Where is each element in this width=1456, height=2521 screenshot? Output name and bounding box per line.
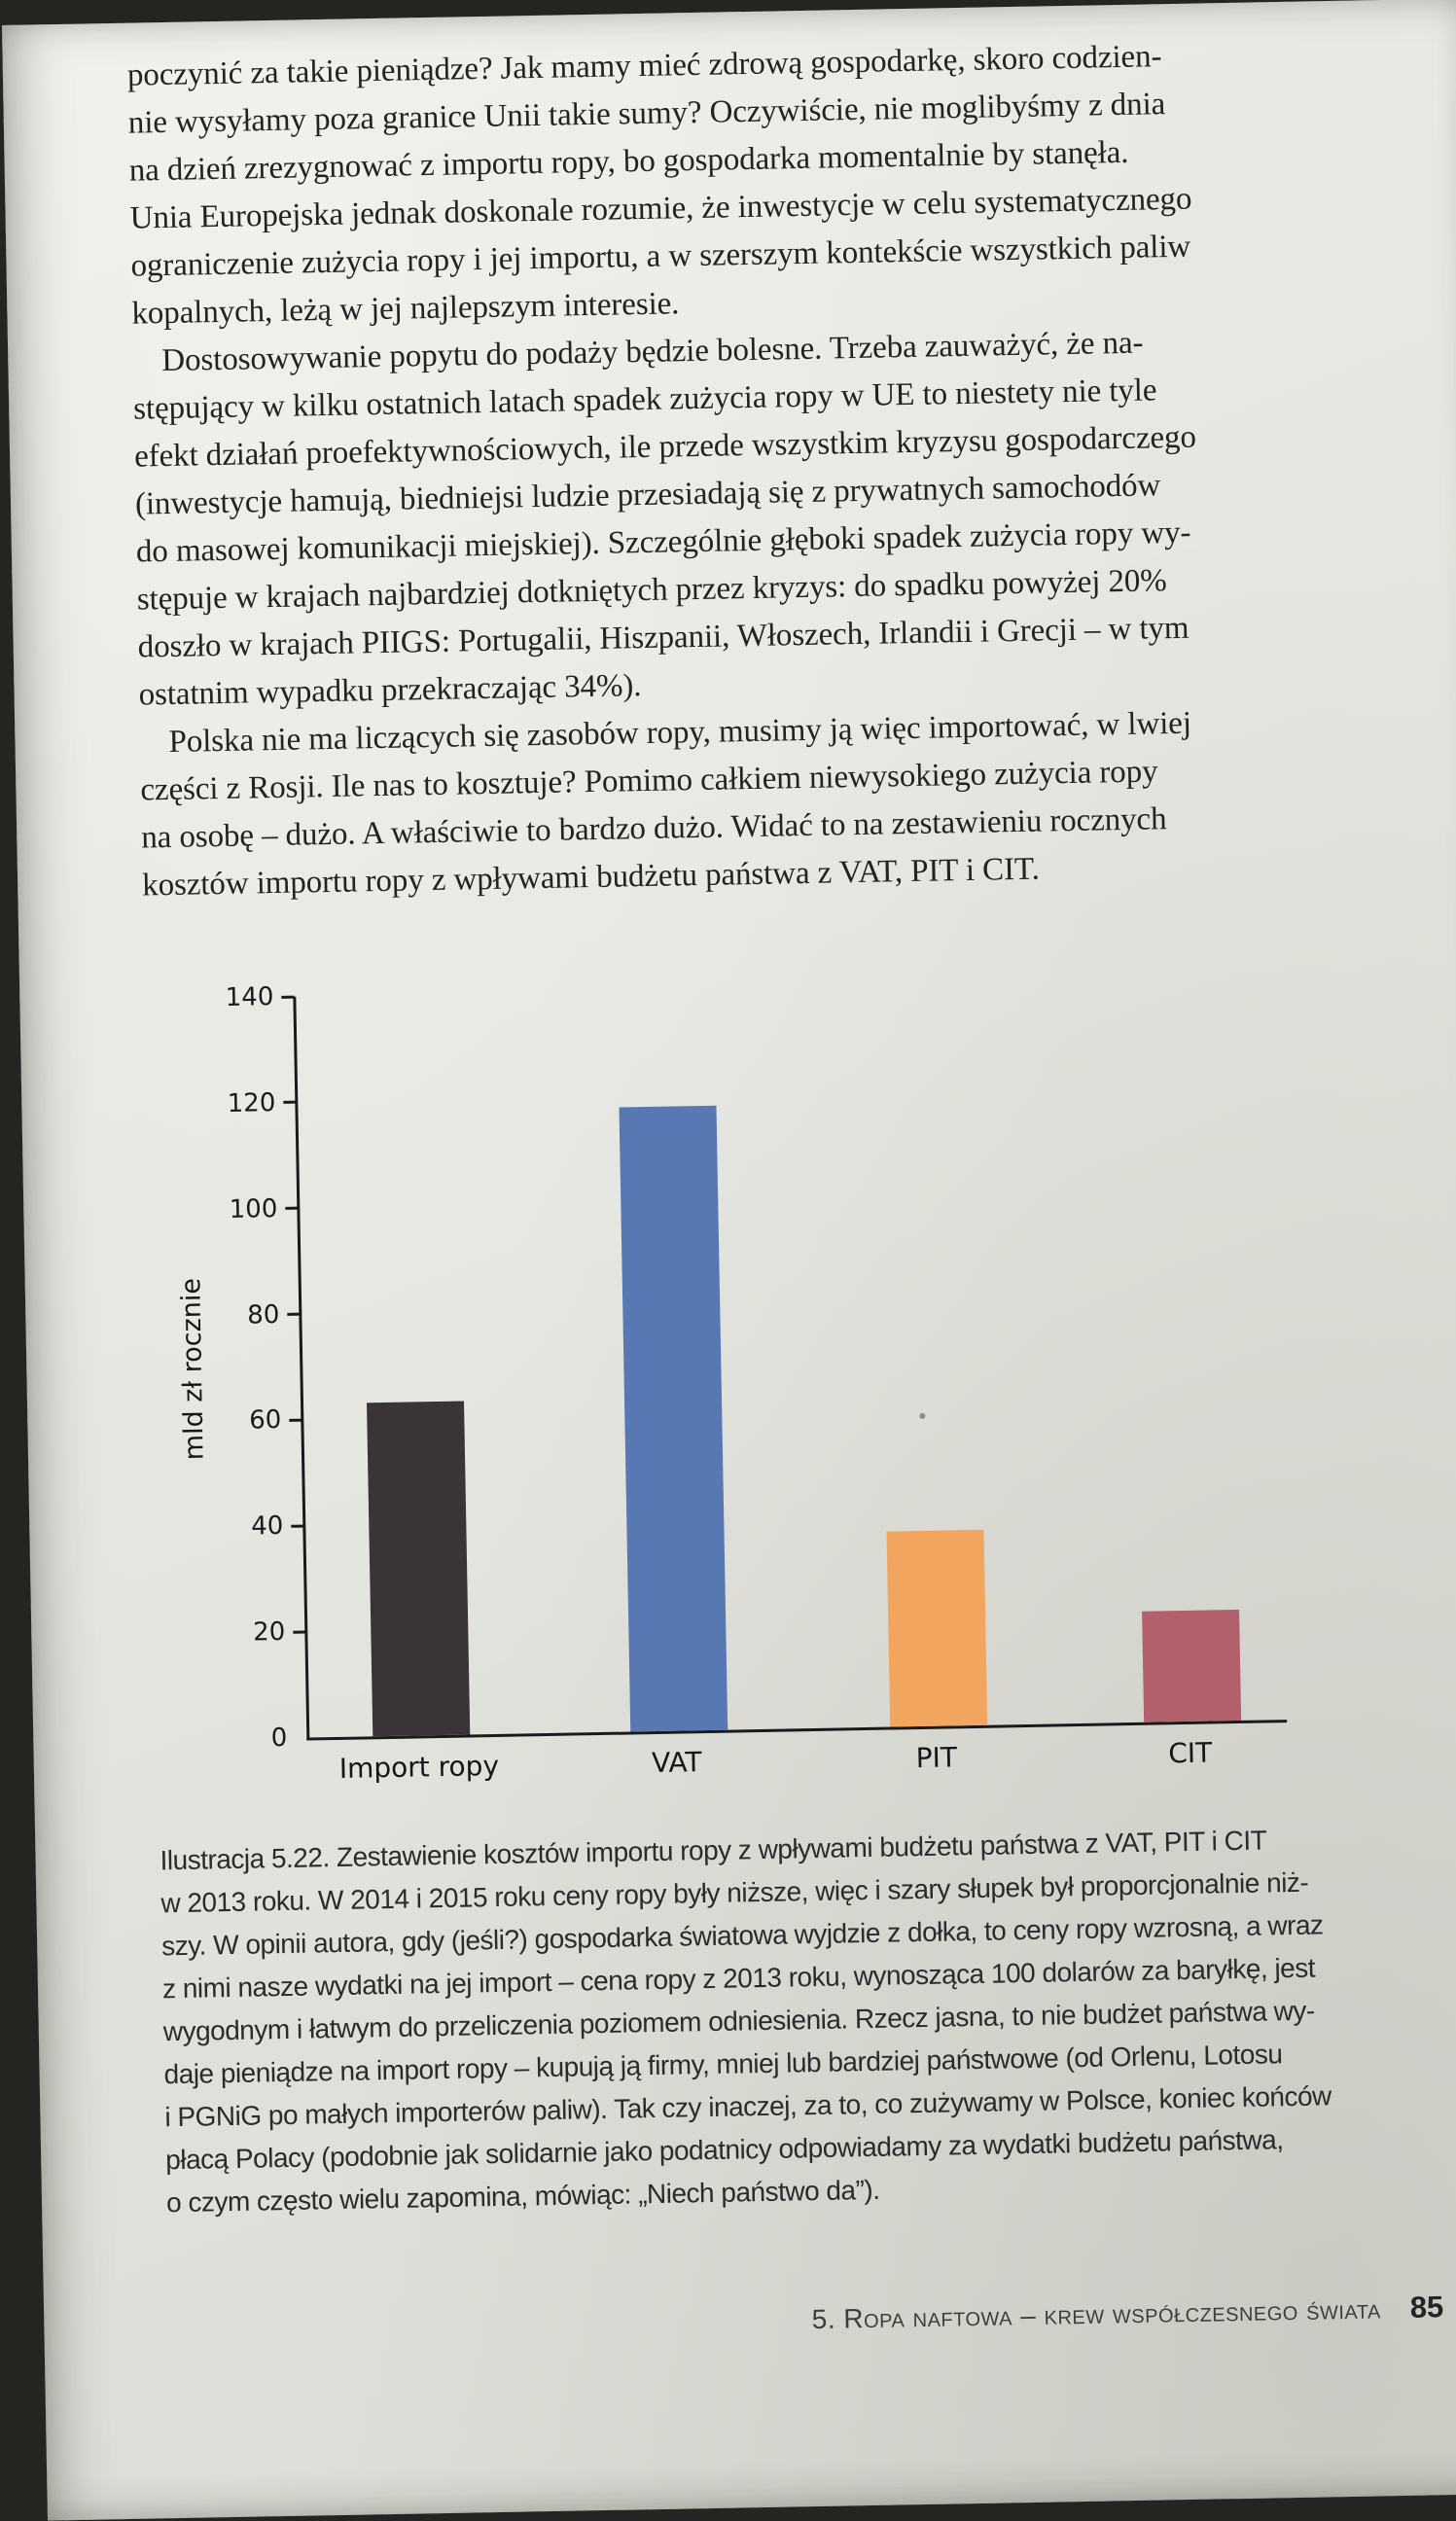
caption-line: w 2013 roku. W 2014 i 2015 roku ceny ropy były niższe, więc i szary słupek był proporcjonalnie niż- [160,1866,1309,1919]
caption-line: płacą Polacy (podobnie jak solidarnie jako podatnicy odpowiadamy za wydatki budżetu państwa, [164,2124,1284,2176]
text-line: na dzień zrezygnować z importu ropy, bo gospodarka momentalnie by stanęła. [128,134,1129,189]
page-content [126,30,1444,2349]
caption-line: o czym często wielu zapomina, mówiąc: „Niech państwo da”). [165,2174,880,2219]
text-line: poczynić za takie pieniądze? Jak mamy mieć zdrową gospodarkę, skoro codzien- [126,39,1162,93]
bar-chart [144,963,1380,1808]
paragraph [139,697,1364,910]
y-axis-title: mld zł rocznie [176,1277,210,1461]
text-line: Dostosowywanie popytu do podaży będzie bolesne. Trzeba zauważyć, że na- [161,325,1144,379]
caption-line: z nimi nasze wydatki na jej import – cena ropy z 2013 roku, wynosząca 100 dolarów za baryłkę, jest [161,1952,1316,2005]
paragraph [132,316,1361,720]
text-line: Unia Europejska jednak doskonale rozumie, że inwestycje w celu systematycznego [129,181,1192,236]
figure-caption [160,1817,1388,2224]
y-tick-label: 80 [246,1299,280,1331]
page-footer [168,2290,1443,2348]
y-tick-label: 0 [270,1722,288,1754]
category-label-vat: VAT [651,1746,702,1780]
text-line: części z Rosji. Ile nas to kosztuje? Pomimo całkiem niewysokiego zużycia ropy [140,754,1158,808]
bar-vat [619,1105,728,1731]
text-line: stępuje w krajach najbardziej dotkniętych przez kryzys: do spadku powyżej 20% [136,563,1167,618]
text-line: na osobę – dużo. A właściwie to bardzo dużo. Widać to na zestawieniu rocznych [141,801,1167,856]
bar-cit [1142,1610,1241,1722]
y-tick-mark [287,1313,300,1316]
print-speck [919,1413,925,1419]
y-tick-mark [283,1101,296,1104]
caption-line: wygodnym i łatwym do przeliczenia poziomem odniesienia. Rzecz jasna, to nie budżet państwa wy- [162,1995,1315,2047]
text-line: kosztów importu ropy z wpływami budżetu państwa z VAT, PIT i CIT. [141,851,1040,904]
text-line: doszło w krajach PIIGS: Portugalii, Hiszpanii, Włoszech, Irlandii i Grecji – w tym [137,610,1190,665]
y-tick-label: 120 [227,1087,276,1118]
y-tick-mark [289,1419,302,1422]
y-tick-label: 60 [248,1405,282,1437]
y-tick-mark [291,1524,303,1527]
category-label-import-ropy: Import ropy [338,1749,500,1785]
text-line: do masowej komunikacji miejskiej). Szczególnie głęboki spadek zużycia ropy wy- [135,515,1191,570]
text-line: Polska nie ma liczących się zasobów ropy, musimy ją więc importować, w lwiej [168,705,1192,760]
text-line: ograniczenie zużycia ropy i jej importu, a w szerszym kontekście wszystkich paliw [130,229,1191,284]
category-label-pit: PIT [915,1741,958,1775]
y-tick-label: 100 [229,1193,278,1225]
caption-line: Ilustracja 5.22. Zestawienie kosztów importu ropy z wpływami budżetu państwa z VAT, PIT i CIT [160,1825,1267,1876]
book-page [2,0,1456,2521]
bar-import-ropy [367,1402,470,1737]
y-tick-mark [281,995,294,998]
bar-pit [887,1529,988,1726]
text-line: nie wysyłamy poza granice Unii takie sumy? Oczywiście, nie moglibyśmy z dnia [127,87,1166,141]
y-tick-label: 20 [252,1617,286,1648]
page-number: 85 [1409,2290,1444,2325]
text-line: (inwestycje hamują, biedniejsi ludzie przesiadają się z prywatnych samochodów [134,468,1161,522]
y-tick-mark [285,1207,298,1210]
paragraph [127,30,1354,338]
category-label-cit: CIT [1167,1736,1213,1770]
caption-line: daje pieniądze na import ropy – kupują ją firmy, mniej lub bardziej państwowe (od Orlenu, Lotosu [163,2039,1283,2090]
text-line: ostatnim wypadku przekraczając 34%). [138,668,642,713]
text-line: stępujący w kilku ostatnich latach spadek zużycia ropy w UE to niestety nie tyle [132,373,1157,427]
body-text [127,30,1365,910]
caption-line: i PGNiG po małych importerów paliw). Tak czy inaczej, za to, co zużywamy w Polsce, koniec końców [164,2080,1332,2133]
caption-line: szy. W opinii autora, gdy (jeśli?) gospodarka światowa wyjdzie z dołka, to ceny ropy wzrosną, a wraz [160,1909,1324,1962]
text-line: efekt działań proefektywnościowych, ile przede wszystkim kryzysu gospodarczego [133,419,1197,475]
y-tick-mark [293,1630,305,1633]
text-line: kopalnych, leżą w jej najlepszym interesie. [131,286,680,332]
y-tick-label: 140 [225,982,274,1012]
y-tick-label: 40 [250,1511,284,1542]
chart-plot [293,978,1287,1740]
running-footer-title: 5. Ropa naftowa – krew współczesnego świata [811,2293,1382,2335]
